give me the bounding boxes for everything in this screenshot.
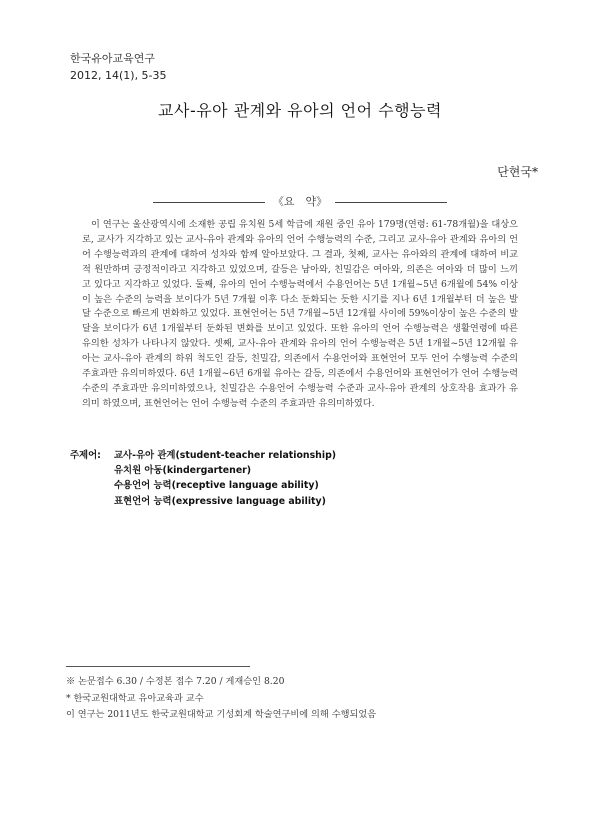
heading-rule-left bbox=[153, 202, 265, 203]
heading-rule-right bbox=[335, 202, 447, 203]
footnote-divider bbox=[66, 666, 250, 667]
abstract-text: 이 연구는 울산광역시에 소재한 공립 유치원 5세 학급에 재원 중인 유아 179명(연령: 61-78개월)을 대상으로, 교사가 지각하고 있는 교사-유아 관계와 유아의 언어 수행능력의 수준, 그리고 교사-유아 관계와 유아의 언어 수행능력과의 관계에 대하여 성차와 함께 알아보았다. 그 결과, 첫째, 교사는 유아와의 관계에 대하여 비교적 원만하며 긍정적이라고 지각하고 있었으며, 갈등은 남아와, 친밀감은 여아와, 의존은 여아와 더 많이 느끼고 있다고 지각하고 있었다. 둘째, 유아의 언어 수행능력에서 수용언어는 5년 1개월~5년 6개월에 54% 이상이 높은 수준의 능력을 보이다가 5년 7개월 이후 다소 둔화되는 듯한 시기를 지나 6년 1개월부터 더 높은 발달 수준으로 빠르게 변화하고 있었다. 표현언어는 5년 7개월~5년 12개월 사이에 59%이상이 높은 수준의 발달을 보이다가 6년 1개월부터 둔화된 변화를 보이고 있었다. 또한 유아의 언어 수행능력은 생활연령에 따른 유의한 성차가 나타나지 않았다. 셋째, 교사-유아 관계와 유아의 언어 수행능력은 5년 1개월~5년 12개월 유아는 교사-유아 관계의 하위 척도인 갈등, 친밀감, 의존에서 수용언어와 표현언어 모두 언어 수행능력 수준의 주효과만 유의미하였다. 6년 1개월~6년 6개월 유아는 갈등, 의존에서 수용언어와 표현언어가 언어 수행능력 수준의 주효과만 유의미하였으나, 친밀감은 수용언어 수행능력 수준과 교사-유아 관계의 상호작용 효과가 유의미 하였으며, 표현언어는 언어 수행능력 수준의 주효과만 유의미하였다. bbox=[82, 219, 518, 409]
journal-name: 한국유아교육연구 bbox=[70, 52, 156, 65]
footnote-funding: 이 연구는 2011년도 한국교원대학교 기성회계 학술연구비에 의해 수행되었음 bbox=[66, 709, 377, 721]
keyword-row bbox=[70, 448, 336, 463]
keyword-item: 교사-유아 관계(student-teacher relationship) bbox=[114, 450, 337, 461]
journal-citation: 2012, 14(1), 5-35 bbox=[70, 69, 167, 82]
keyword-row bbox=[70, 478, 336, 493]
author-name: 단현국* bbox=[497, 165, 538, 179]
footnote-affiliation: * 한국교원대학교 유아교육과 교수 bbox=[66, 692, 204, 704]
keyword-item: 수용언어 능력(receptive language ability) bbox=[114, 480, 319, 492]
keyword-row bbox=[70, 463, 336, 478]
keywords-block bbox=[70, 448, 336, 509]
keywords-label: 주제어: bbox=[70, 450, 101, 461]
paper-title: 교사-유아 관계와 유아의 언어 수행능력 bbox=[158, 101, 442, 120]
abstract-heading bbox=[0, 193, 600, 209]
keyword-row bbox=[70, 494, 336, 509]
footnotes bbox=[66, 674, 376, 724]
journal-header bbox=[70, 50, 167, 84]
keyword-item: 표현언어 능력(expressive language ability) bbox=[114, 495, 326, 507]
abstract-heading-label: 《요 약》 bbox=[272, 195, 328, 208]
footnote-dates: ※ 논문접수 6.30 / 수정본 접수 7.20 / 게재승인 8.20 bbox=[66, 676, 285, 687]
abstract-body bbox=[82, 218, 518, 412]
keyword-item: 유치원 아동(kindergartener) bbox=[114, 465, 252, 477]
